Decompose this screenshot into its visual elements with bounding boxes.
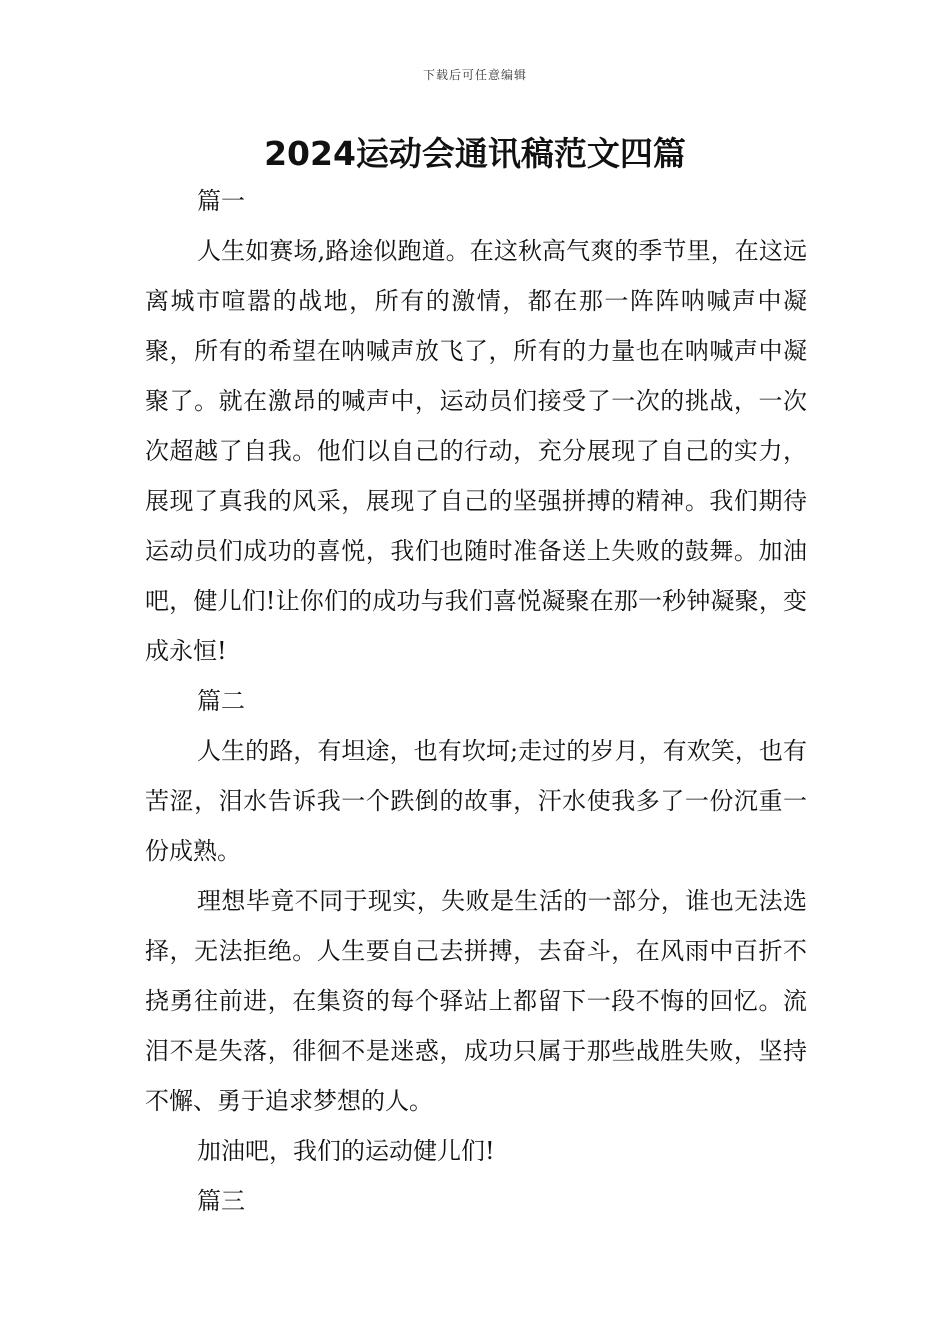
paragraph-2-3: 加油吧，我们的运动健儿们!	[197, 1137, 495, 1165]
paragraph-2-2: 理想毕竟不同于现实，失败是生活的一部分，谁也无法选择，无法拒绝。人生要自己去拼搏，去奋斗，在风雨中百折不挠勇往前进，在集资的每个驿站上都留下一段不悔的回忆。流泪不是失落，徘徊不是迷惑，成功只属于那些战胜失败，坚持不懈、勇于追求梦想的人。	[145, 887, 807, 1115]
section-label-1: 篇一	[197, 187, 245, 215]
paragraph-1-1: 人生如赛场,路途似跑道。在这秋高气爽的季节里，在这远离城市喧嚣的战地，所有的激情，都在那一阵阵呐喊声中凝聚，所有的希望在呐喊声放飞了，所有的力量也在呐喊声中凝聚了。就在激昂的喊声中，运动员们接受了一次的挑战，一次次超越了自我。他们以自己的行动，充分展现了自己的实力，展现了真我的风采，展现了自己的坚强拼搏的精神。我们期待运动员们成功的喜悦，我们也随时准备送上失败的鼓舞。加油吧，健儿们!让你们的成功与我们喜悦凝聚在那一秒钟凝聚，变成永恒!	[145, 237, 807, 665]
header-note: 下载后可任意编辑	[422, 68, 527, 82]
document-title: 2024运动会通讯稿范文四篇	[264, 134, 686, 173]
paragraph-2-1: 人生的路，有坦途，也有坎坷;走过的岁月，有欢笑，也有苦涩，泪水告诉我一个跌倒的故事，汗水使我多了一份沉重一份成熟。	[145, 737, 807, 865]
section-label-3: 篇三	[197, 1187, 245, 1215]
section-label-2: 篇二	[197, 687, 245, 715]
document-body	[145, 176, 807, 1226]
